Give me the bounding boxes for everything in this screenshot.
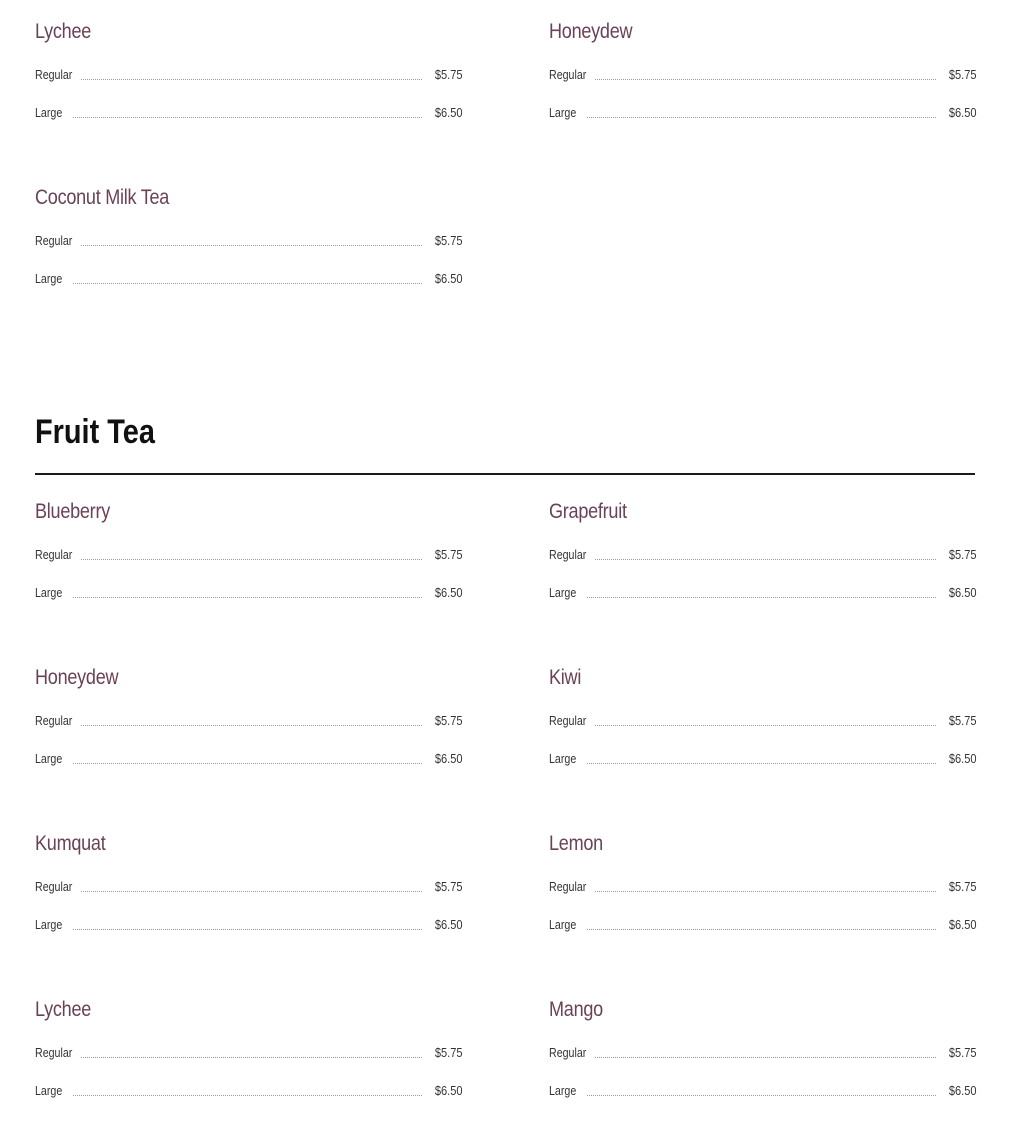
price-row [35,914,461,932]
size-label: Regular [549,879,587,894]
price-value: $5.75 [948,1045,977,1060]
price-row [549,914,975,932]
dotted-leader [587,596,936,598]
menu-item [549,480,975,646]
price-row [549,64,975,82]
price-value: $6.50 [948,105,977,120]
size-label: Regular [549,1045,587,1060]
size-label: Large [35,1083,63,1098]
menu-item [549,812,975,978]
price-row [35,1042,461,1060]
price-row [35,230,461,248]
section-title: Fruit Tea [35,413,155,451]
size-label: Regular [35,879,73,894]
dotted-leader [595,1056,936,1058]
price-row [549,582,975,600]
menu-grid [35,480,975,1144]
price-value: $6.50 [948,1083,977,1098]
size-label: Large [549,751,577,766]
size-label: Large [35,751,63,766]
price-value: $5.75 [948,67,977,82]
price-value: $6.50 [434,1083,463,1098]
price-row [35,710,461,728]
dotted-leader [81,558,422,560]
dotted-leader [73,1094,422,1096]
dotted-leader [81,1056,422,1058]
price-row [35,748,461,766]
menu-item-name: Kiwi [549,666,582,689]
price-row [549,1042,975,1060]
menu-item [549,0,975,166]
price-row [35,582,461,600]
dotted-leader [595,558,936,560]
menu-item-name: Mango [549,998,603,1021]
size-label: Large [549,105,577,120]
menu-item-name: Lemon [549,832,603,855]
dotted-leader [73,282,422,284]
size-label: Regular [549,547,587,562]
size-label: Large [35,917,63,932]
menu-grid [35,0,975,332]
dotted-leader [73,928,422,930]
dotted-leader [587,762,936,764]
menu-item [35,0,461,166]
dotted-leader [595,890,936,892]
price-value: $6.50 [434,751,463,766]
size-label: Large [35,585,63,600]
price-value: $5.75 [434,1045,463,1060]
size-label: Regular [549,713,587,728]
price-row [549,710,975,728]
price-row [35,268,461,286]
price-value: $5.75 [434,879,463,894]
dotted-leader [595,78,936,80]
dotted-leader [81,890,422,892]
dotted-leader [73,116,422,118]
price-value: $5.75 [434,713,463,728]
size-label: Large [35,271,63,286]
size-label: Regular [35,233,73,248]
dotted-leader [595,724,936,726]
price-row [549,876,975,894]
size-label: Regular [35,1045,73,1060]
menu-item-name: Kumquat [35,832,106,855]
price-row [549,544,975,562]
menu-section-fruit-tea [35,480,975,1144]
price-value: $5.75 [434,233,463,248]
dotted-leader [587,116,936,118]
price-row [549,748,975,766]
price-value: $5.75 [948,879,977,894]
menu-item [35,480,461,646]
menu-item [549,978,975,1144]
price-value: $6.50 [434,917,463,932]
menu-item-name: Coconut Milk Tea [35,186,170,209]
price-value: $5.75 [948,713,977,728]
price-row [35,876,461,894]
price-value: $6.50 [434,585,463,600]
price-row [35,64,461,82]
size-label: Regular [35,547,73,562]
price-value: $6.50 [948,585,977,600]
size-label: Large [549,1083,577,1098]
price-row [35,544,461,562]
section-header [35,412,975,475]
menu-item [549,646,975,812]
menu-item-name: Lychee [35,998,92,1021]
price-row [549,102,975,120]
dotted-leader [73,762,422,764]
menu-item-name: Grapefruit [549,500,627,523]
dotted-leader [73,596,422,598]
menu-item [35,812,461,978]
dotted-leader [81,724,422,726]
price-row [35,102,461,120]
price-value: $6.50 [434,271,463,286]
price-value: $6.50 [434,105,463,120]
size-label: Regular [35,67,73,82]
price-value: $5.75 [434,547,463,562]
size-label: Large [35,105,63,120]
dotted-leader [587,928,936,930]
price-value: $5.75 [434,67,463,82]
dotted-leader [81,244,422,246]
menu-item [35,646,461,812]
size-label: Regular [35,713,73,728]
price-row [35,1080,461,1098]
size-label: Large [549,917,577,932]
menu-item [35,166,461,332]
price-value: $6.50 [948,751,977,766]
dotted-leader [587,1094,936,1096]
size-label: Regular [549,67,587,82]
menu-item-name: Blueberry [35,500,110,523]
price-value: $5.75 [948,547,977,562]
menu-item-name: Honeydew [35,666,119,689]
price-row [549,1080,975,1098]
size-label: Large [549,585,577,600]
dotted-leader [81,78,422,80]
price-value: $6.50 [948,917,977,932]
menu-item-name: Honeydew [549,20,633,43]
menu-item-name: Lychee [35,20,92,43]
menu-item [35,978,461,1144]
menu-section-milk-tea [35,0,975,332]
